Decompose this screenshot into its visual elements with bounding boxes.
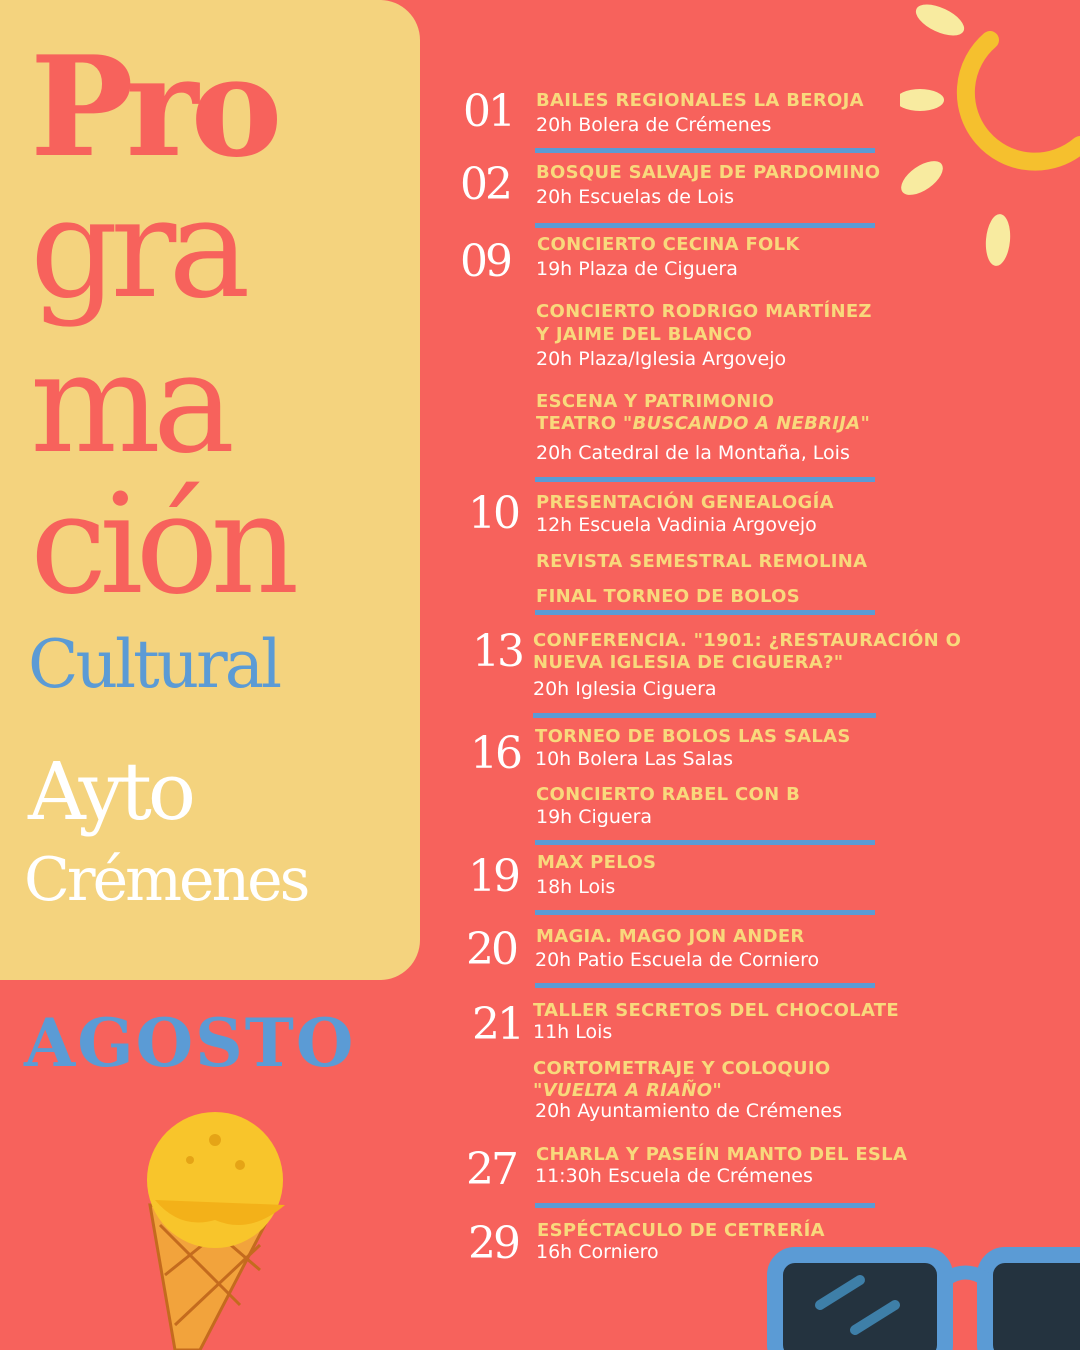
event-day: 16 (470, 728, 520, 779)
org-line-1: Ayto (28, 745, 193, 838)
event-title-line-2: NUEVA IGLESIA DE CIGUERA?" (533, 652, 844, 673)
event-day: 09 (460, 236, 510, 287)
event-title: REVISTA SEMESTRAL REMOLINA (536, 551, 868, 572)
sun-icon (900, 0, 1080, 290)
event-title-line-2: "VUELTA A RIAÑO" (533, 1080, 723, 1101)
event-place: 20h Plaza/Iglesia Argovejo (536, 348, 787, 370)
sunglasses-icon (765, 1235, 1080, 1350)
event-place: 20h Ayuntamiento de Crémenes (535, 1100, 842, 1122)
divider (535, 477, 875, 482)
org-line-2: Crémenes (24, 845, 308, 915)
divider (535, 910, 875, 915)
event-day: 01 (463, 86, 513, 137)
event-day: 13 (472, 626, 522, 677)
event-place: 20h Iglesia Ciguera (533, 678, 717, 700)
event-place: 20h Patio Escuela de Corniero (535, 949, 820, 971)
title-line-4: ción (30, 464, 292, 625)
divider (535, 983, 875, 988)
event-place: 16h Corniero (536, 1241, 659, 1263)
event-title-line-2: TEATRO "BUSCANDO A NEBRIJA" (536, 413, 871, 434)
divider (535, 148, 875, 153)
event-title: CONFERENCIA. "1901: ¿RESTAURACIÓN O (533, 630, 962, 651)
ice-cream-icon (120, 1105, 310, 1350)
divider (535, 223, 875, 228)
divider (535, 610, 875, 615)
divider (535, 840, 875, 845)
event-place: 19h Ciguera (536, 806, 653, 828)
event-day: 21 (472, 999, 522, 1050)
event-title: CONCIERTO CECINA FOLK (537, 234, 800, 255)
event-title: FINAL TORNEO DE BOLOS (536, 586, 801, 607)
event-title: CONCIERTO RABEL CON B (536, 784, 801, 805)
event-title-line-2: Y JAIME DEL BLANCO (536, 324, 753, 345)
title-line-1: Pro (30, 25, 275, 188)
event-place: 10h Bolera Las Salas (535, 748, 734, 770)
title-line-3: ma (30, 323, 228, 484)
event-title: TALLER SECRETOS DEL CHOCOLATE (533, 1000, 899, 1021)
event-title: ESCENA Y PATRIMONIO (536, 391, 775, 412)
divider (533, 713, 876, 718)
event-day: 10 (468, 488, 518, 539)
event-place: 20h Bolera de Crémenes (536, 114, 772, 136)
event-title: CORTOMETRAJE Y COLOQUIO (533, 1058, 831, 1079)
event-place: 12h Escuela Vadinia Argovejo (536, 514, 817, 536)
title-line-2: gra (30, 168, 243, 329)
event-place: 18h Lois (536, 876, 616, 898)
event-title: BAILES REGIONALES LA BEROJA (536, 90, 864, 111)
event-place: 19h Plaza de Ciguera (536, 258, 738, 280)
event-day: 20 (466, 924, 516, 975)
month-label: AGOSTO (24, 1004, 356, 1082)
event-day: 19 (468, 851, 518, 902)
event-day: 02 (460, 159, 510, 210)
event-place: 11:30h Escuela de Crémenes (535, 1165, 813, 1187)
event-place: 11h Lois (533, 1021, 613, 1043)
event-title: PRESENTACIÓN GENEALOGÍA (536, 492, 834, 513)
subtitle-cultural: Cultural (28, 626, 280, 703)
event-day: 27 (466, 1144, 516, 1195)
event-title: MAX PELOS (537, 852, 657, 873)
event-day: 29 (468, 1218, 518, 1269)
event-title: CONCIERTO RODRIGO MARTÍNEZ (536, 301, 872, 322)
event-place: 20h Escuelas de Lois (536, 186, 735, 208)
event-title: BOSQUE SALVAJE DE PARDOMINO (536, 162, 881, 183)
event-title: TORNEO DE BOLOS LAS SALAS (535, 726, 851, 747)
event-title: MAGIA. MAGO JON ANDER (536, 926, 805, 947)
event-title: CHARLA Y PASEÍN MANTO DEL ESLA (536, 1144, 908, 1165)
divider (535, 1203, 875, 1208)
event-place: 20h Catedral de la Montaña, Lois (536, 442, 850, 464)
event-title: ESPÉCTACULO DE CETRERÍA (537, 1220, 825, 1241)
